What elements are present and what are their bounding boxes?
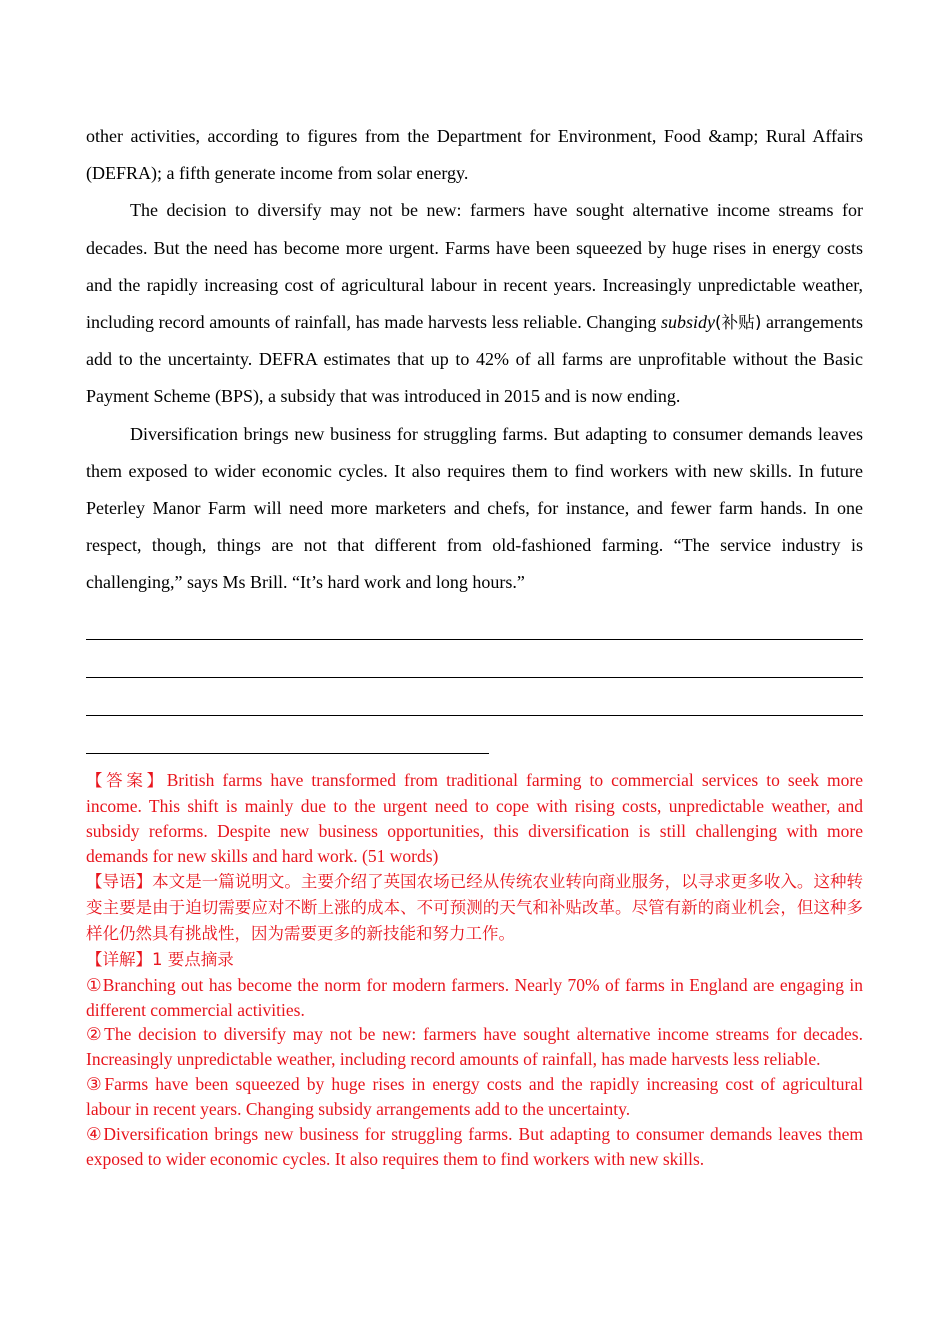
key-point-4: ④Diversification brings new business for struggling farms. But adapting to consumer demands leaves them exposed to wider economic cycles. It also requires them to find workers with new skills. bbox=[86, 1124, 863, 1169]
answer-label: 【答案】 bbox=[86, 771, 167, 791]
key-point-3: ③Farms have been squeezed by huge rises in energy costs and the rapidly increasing cost of agricultural labour in recent years. Changing subsidy arrangements add to the uncertainty. bbox=[86, 1074, 863, 1120]
detail-label: 【详解】 bbox=[86, 949, 152, 969]
answer-line[interactable] bbox=[86, 716, 489, 754]
passage-paragraph-3: Diversification brings new business for struggling farms. But adapting to consumer demands leaves them exposed to wider economic cycles. It also requires them to find workers with new skills. In future Peterley Manor Farm will need more marketers and chefs, for instance, and fewer farm hands. In one respect, though, things are not that different from old-fashioned farming. “The service industry is challenging,” says Ms Brill. “It’s hard work and long hours.” bbox=[86, 423, 863, 593]
p2-text-before: The decision to diversify may not be new: farmers have sought alternative income streams for decades. But the need has become more urgent. Farms have been squeezed by huge rises in energy costs and the rapidly increasing cost of agricultural labour in recent years. Increasingly unpredictable weather, including record amounts of rainfall, has made harvests less reliable. Changing bbox=[86, 200, 863, 333]
detail-section bbox=[86, 947, 863, 973]
subsidy-gloss: (补贴) bbox=[715, 313, 762, 333]
subsidy-term: subsidy bbox=[661, 312, 716, 333]
answer-line[interactable] bbox=[86, 640, 863, 678]
answer-line[interactable] bbox=[86, 602, 863, 640]
detail-text: 1 要点摘录 bbox=[152, 949, 234, 969]
document-page bbox=[86, 118, 863, 1172]
p2-text-after: arrangements add to the uncertainty. DEFRA estimates that up to 42% of all farms are unprofitable without the Basic Payment Scheme (BPS), a subsidy that was introduced in 2015 and is now ending. bbox=[86, 312, 863, 407]
guide-label: 【导语】 bbox=[86, 872, 153, 892]
answer-line[interactable] bbox=[86, 678, 863, 716]
guide-text: 本文是一篇说明文。主要介绍了英国农场已经从传统农业转向商业服务，以寻求更多收入。这种转变主要是由于迫切需要应对不断上涨的成本、不可预测的天气和补贴改革。尽管有新的商业机会，但这种多样化仍然具有挑战性，因为需要更多的新技能和努力工作。 bbox=[86, 872, 864, 943]
answer-key bbox=[86, 768, 863, 1172]
passage-paragraph-1: other activities, according to figures from the Department for Environment, Food &amp; Rural Affairs (DEFRA); a fifth generate income from solar energy. bbox=[86, 126, 863, 184]
guide-section bbox=[86, 869, 863, 947]
answer-text: British farms have transformed from traditional farming to commercial services to seek more income. This shift is mainly due to the urgent need to cope with rising costs, unpredictable weather, and subsidy reforms. Despite new business opportunities, this diversification is still challenging with more demands for new skills and hard work. (51 words) bbox=[86, 770, 863, 867]
key-point-2: ②The decision to diversify may not be new: farmers have sought alternative income streams for decades. Increasingly unpredictable weather, including record amounts of rainfall, has made harvests less reliable. bbox=[86, 1024, 863, 1070]
answer-section bbox=[86, 768, 863, 869]
passage-paragraph-2 bbox=[86, 192, 863, 415]
answer-writing-lines bbox=[86, 602, 863, 755]
key-point-1: ①Branching out has become the norm for modern farmers. Nearly 70% of farms in England are engaging in different commercial activities. bbox=[86, 974, 863, 1020]
